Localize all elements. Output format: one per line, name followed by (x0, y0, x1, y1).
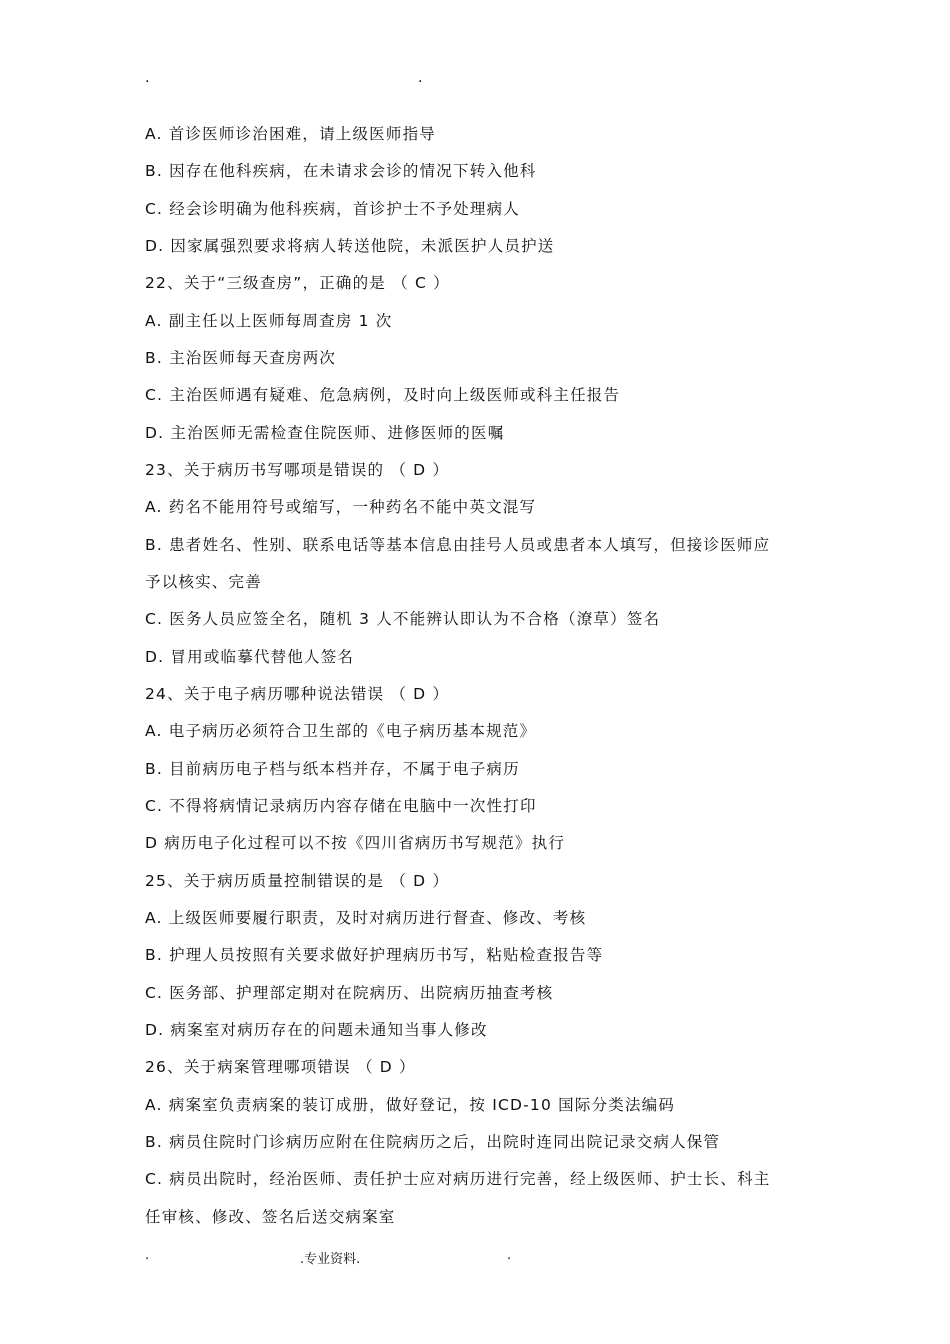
text-line: C. 经会诊明确为他科疾病，首诊护士不予处理病人 (145, 200, 520, 218)
text-line: C. 主治医师遇有疑难、危急病例，及时向上级医师或科主任报告 (145, 386, 621, 404)
text-line: C. 病员出院时，经治医师、责任护士应对病历进行完善，经上级医师、护士长、科主 (145, 1170, 771, 1188)
text-line: A. 副主任以上医师每周查房 1 次 (145, 312, 393, 330)
text-line: A. 电子病历必须符合卫生部的《电子病历基本规范》 (145, 722, 537, 740)
question-heading: 23、关于病历书写哪项是错误的 （ D ） (145, 461, 450, 479)
question-heading: 22、关于“三级查房”，正确的是 （ C ） (145, 274, 450, 292)
text-line: B. 病员住院时门诊病历应附在住院病历之后，出院时连同出院记录交病人保管 (145, 1133, 721, 1151)
header-dot-left: . (145, 70, 150, 86)
text-line: A. 上级医师要履行职责，及时对病历进行督查、修改、考核 (145, 909, 587, 927)
text-line: B. 患者姓名、性别、联系电话等基本信息由挂号人员或患者本人填写，但接诊医师应 (145, 536, 771, 554)
text-line: C. 不得将病情记录病历内容存储在电脑中一次性打印 (145, 797, 537, 815)
text-line: D 病历电子化过程可以不按《四川省病历书写规范》执行 (145, 834, 566, 852)
header-dot-right: . (418, 70, 423, 86)
question-heading: 25、关于病历质量控制错误的是 （ D ） (145, 872, 450, 890)
text-line: B. 目前病历电子档与纸本档并存，不属于电子病历 (145, 760, 520, 778)
text-line: C. 医务人员应签全名，随机 3 人不能辨认即认为不合格（潦草）签名 (145, 610, 661, 628)
question-heading: 24、关于电子病历哪种说法错误 （ D ） (145, 685, 450, 703)
text-line: A. 病案室负责病案的装订成册，做好登记，按 ICD-10 国际分类法编码 (145, 1096, 676, 1114)
footer-dot-left: . (145, 1248, 150, 1263)
text-line: 任审核、修改、签名后送交病案室 (145, 1208, 396, 1226)
text-line: B. 主治医师每天查房两次 (145, 349, 337, 367)
footer-label: .专业资料. (300, 1252, 361, 1267)
text-line: B. 因存在他科疾病，在未请求会诊的情况下转入他科 (145, 162, 537, 180)
question-heading: 26、关于病案管理哪项错误 （ D ） (145, 1058, 416, 1076)
text-line: D. 冒用或临摹代替他人签名 (145, 648, 355, 666)
text-line: A. 首诊医师诊治困难，请上级医师指导 (145, 125, 436, 143)
text-line: D. 因家属强烈要求将病人转送他院，未派医护人员护送 (145, 237, 555, 255)
text-line: D. 病案室对病历存在的问题未通知当事人修改 (145, 1021, 488, 1039)
footer-dot-right: . (507, 1248, 512, 1263)
text-line: 予以核实、完善 (145, 573, 262, 591)
text-line: A. 药名不能用符号或缩写，一种药名不能中英文混写 (145, 498, 537, 516)
text-line: C. 医务部、护理部定期对在院病历、出院病历抽查考核 (145, 984, 554, 1002)
text-line: D. 主治医师无需检查住院医师、进修医师的医嘱 (145, 424, 505, 442)
text-line: B. 护理人员按照有关要求做好护理病历书写，粘贴检查报告等 (145, 946, 604, 964)
